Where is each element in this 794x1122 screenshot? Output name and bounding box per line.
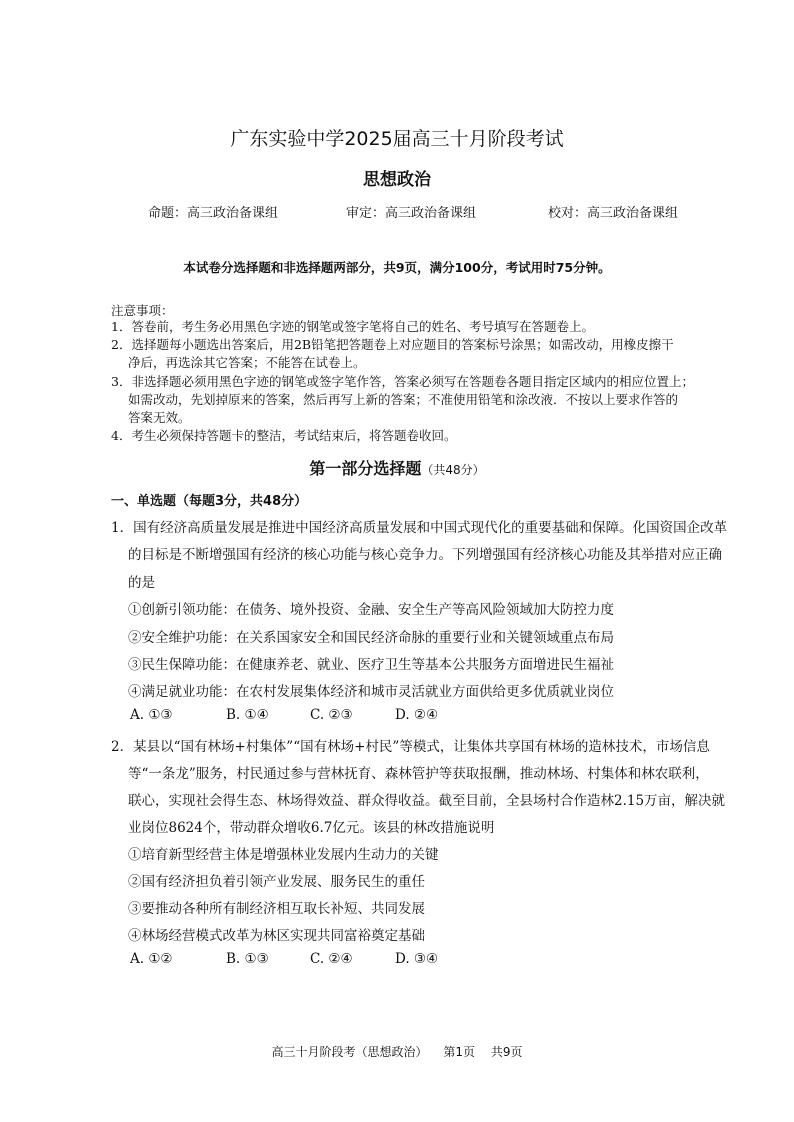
question-item: ④林场经营模式改革为林区实现共同富裕奠定基础	[128, 928, 425, 944]
question-stem: 的目标是不断增强国有经济的核心功能与核心竞争力。下列增强国有经济核心功能及其举措对应正确	[128, 547, 722, 563]
question-item: ①培育新型经营主体是增强林业发展内生动力的关键	[128, 847, 439, 863]
subject-title: 思想政治	[363, 170, 431, 190]
question-item: ③要推动各种所有制经济相互取长补短、共同发展	[128, 901, 425, 917]
part-title	[0, 456, 794, 479]
proofreader-label: 校对：高三政治备课组	[548, 206, 679, 221]
answer-option: A. ①②	[130, 951, 173, 967]
reviewer-label: 审定：高三政治备课组	[346, 206, 477, 221]
answer-option: B. ①③	[226, 951, 269, 967]
answer-option: B. ①④	[226, 707, 269, 723]
answer-option: C. ②③	[310, 707, 353, 723]
answer-option: D. ②④	[395, 707, 439, 723]
exam-info: 本试卷分选择题和非选择题两部分，共9页，满分100分，考试用时75分钟。	[183, 260, 611, 275]
question-stem: 业岗位8624个，带动群众增收6.7亿元。该县的林改措施说明	[128, 820, 495, 836]
notice-line: 1．答卷前，考生务必用黑色字迹的钢笔或签字笔将自己的姓名、考号填写在答题卷上。	[111, 319, 594, 334]
notice-line: 如需改动，先划掉原来的答案，然后再写上新的答案；不准使用铅笔和涂改液．不按以上要求作答的	[128, 392, 679, 407]
footer-page-number: 第1页	[443, 1045, 475, 1059]
question-item: ②安全维护功能：在关系国家安全和国民经济命脉的重要行业和关键领域重点布局	[128, 630, 614, 646]
answer-option: D. ③④	[395, 951, 439, 967]
question-item: ②国有经济担负着引领产业发展、服务民生的重任	[128, 874, 425, 890]
question-stem: 1．国有经济高质量发展是推进中国经济高质量发展和中国式现代化的重要基础和保障。化国资国企改革	[111, 520, 728, 536]
question-item: ④满足就业功能：在农村发展集体经济和城市灵活就业方面供给更多优质就业岗位	[128, 684, 614, 700]
setter-label: 命题：高三政治备课组	[148, 206, 279, 221]
notice-line: 3．非选择题必须用黑色字迹的钢笔或签字笔作答，答案必须写在答题卷各题目指定区域内的相应位置上；	[111, 374, 694, 389]
part-score: （共48分）	[421, 463, 485, 477]
question-stem: 等“一条龙”服务，村民通过参与营林抚育、森林管护等获取报酬，推动林场、村集体和林农联利，	[128, 766, 709, 782]
answer-option: C. ②④	[310, 951, 353, 967]
notice-line: 4．考生必须保持答题卡的整洁，考试结束后，将答题卷收回。	[111, 428, 457, 443]
question-item: ①创新引领功能：在债务、境外投资、金融、安全生产等高风险领域加大防控力度	[128, 602, 614, 618]
question-item: ③民生保障功能：在健康养老、就业、医疗卫生等基本公共服务方面增进民生福祉	[128, 657, 614, 673]
notice-title: 注意事项：	[111, 303, 174, 318]
footer-total-pages: 共9页	[490, 1045, 523, 1059]
question-stem: 的是	[128, 575, 155, 591]
notice-line: 2．选择题每小题选出答案后，用2B铅笔把答题卷上对应题目的答案标号涂黑；如需改动，用橡皮擦干	[111, 337, 674, 352]
notice-line: 答案无效。	[128, 410, 191, 425]
page-footer	[0, 1043, 794, 1060]
exam-title: 广东实验中学2025届高三十月阶段考试	[230, 128, 564, 150]
question-stem: 联心，实现社会得生态、林场得效益、群众得收益。截至目前，全县场村合作造林2.15万亩，解决就	[128, 793, 726, 809]
notice-line: 净后，再选涂其它答案；不能答在试卷上。	[128, 355, 366, 370]
answer-option: A. ①③	[130, 707, 173, 723]
part-title-text: 第一部分选择题	[309, 459, 422, 478]
footer-exam-name: 高三十月阶段考（思想政治）	[271, 1045, 428, 1059]
question-stem: 2．某县以“国有林场+村集体”“国有林场+村民”等模式，让集体共享国有林场的造林技术，市场信息	[111, 739, 710, 755]
section-title: 一、单选题（每题3分，共48分）	[111, 494, 308, 509]
